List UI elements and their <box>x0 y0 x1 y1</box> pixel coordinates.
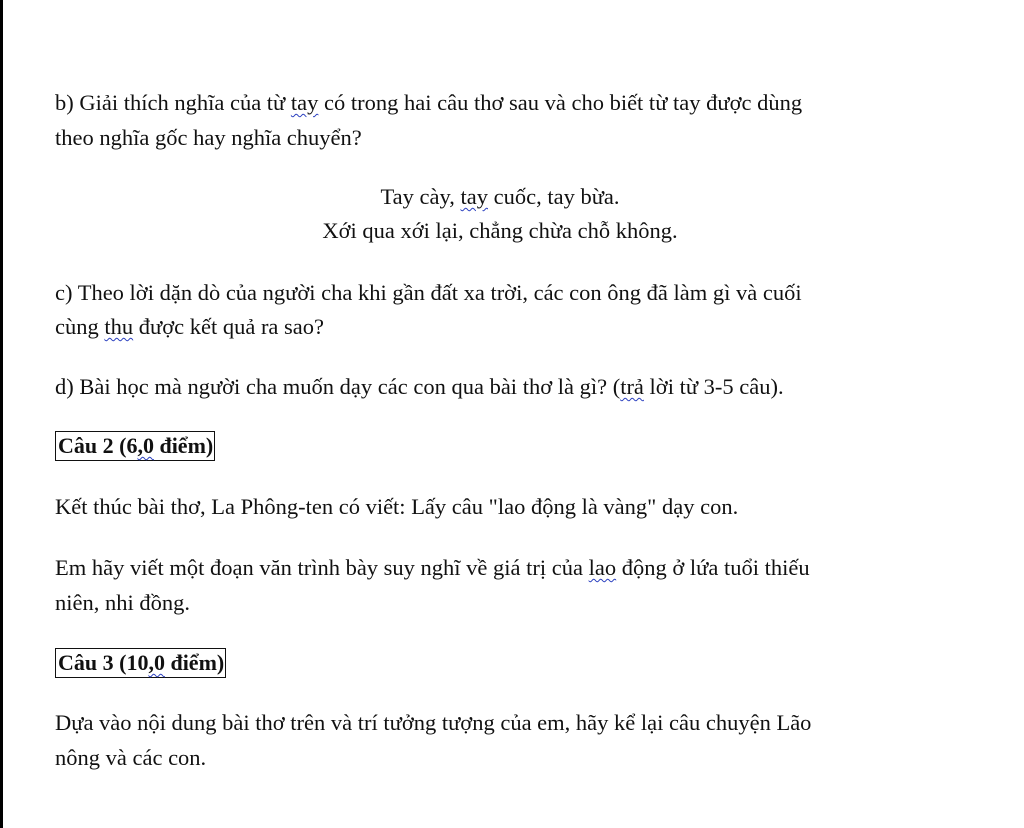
cau-2-heading <box>55 431 215 461</box>
cau-3-heading <box>55 648 226 678</box>
spellcheck-word: trả <box>620 374 644 399</box>
spellcheck-word: thu <box>104 314 134 339</box>
document-page <box>55 0 955 828</box>
spellcheck-word: lao <box>588 555 617 580</box>
text-span: Em hãy viết một đoạn văn trình bày suy nghĩ về giá trị của <box>55 555 589 580</box>
text-span: điểm) <box>164 650 225 675</box>
text-span: d) Bài học mà người cha muốn dạy các con qua bài thơ là gì? ( <box>55 374 621 399</box>
cau-3-paragraph-line-2: nông và các con. <box>55 745 207 770</box>
text-span: Câu 2 (6 <box>58 433 138 458</box>
question-c-line-1: c) Theo lời dặn dò của người cha khi gần đất xa trời, các con ông đã làm gì và cuối <box>55 280 802 305</box>
text-span: Tay cày, <box>380 184 461 209</box>
question-b-line-1 <box>55 88 802 118</box>
text-span: động ở lứa tuổi thiếu <box>616 555 810 580</box>
cau-2-paragraph-1: Kết thúc bài thơ, La Phông-ten có viết: Lấy câu "lao động là vàng" dạy con. <box>55 494 739 519</box>
spellcheck-word: tay <box>460 184 488 209</box>
spellcheck-word: tay <box>290 90 319 115</box>
question-b-line-2: theo nghĩa gốc hay nghĩa chuyển? <box>55 125 362 150</box>
text-span: cuốc, tay bừa. <box>488 184 620 209</box>
question-d <box>55 372 784 402</box>
cau-3-paragraph-line-1: Dựa vào nội dung bài thơ trên và trí tưởng tượng của em, hãy kể lại câu chuyện Lão <box>55 710 812 735</box>
text-span: b) Giải thích nghĩa của từ <box>55 90 291 115</box>
text-span: cùng <box>55 314 105 339</box>
cau-2-paragraph-2-line-2: niên, nhi đồng. <box>55 590 190 615</box>
question-c-line-2 <box>55 312 324 342</box>
cau-2-paragraph-2-line-1 <box>55 553 810 583</box>
left-border <box>0 0 3 828</box>
text-span: điểm) <box>153 433 214 458</box>
spellcheck-word: ,0 <box>137 433 154 458</box>
text-span: có trong hai câu thơ sau và cho biết từ tay được dùng <box>318 90 803 115</box>
text-span: Câu 3 (10 <box>58 650 149 675</box>
spellcheck-word: ,0 <box>148 650 165 675</box>
poem-line-2: Xới qua xới lại, chẳng chừa chỗ không. <box>322 218 678 243</box>
text-span: lời từ 3-5 câu). <box>643 374 784 399</box>
text-span: được kết quả ra sao? <box>133 314 325 339</box>
poem-line-1 <box>55 182 945 212</box>
